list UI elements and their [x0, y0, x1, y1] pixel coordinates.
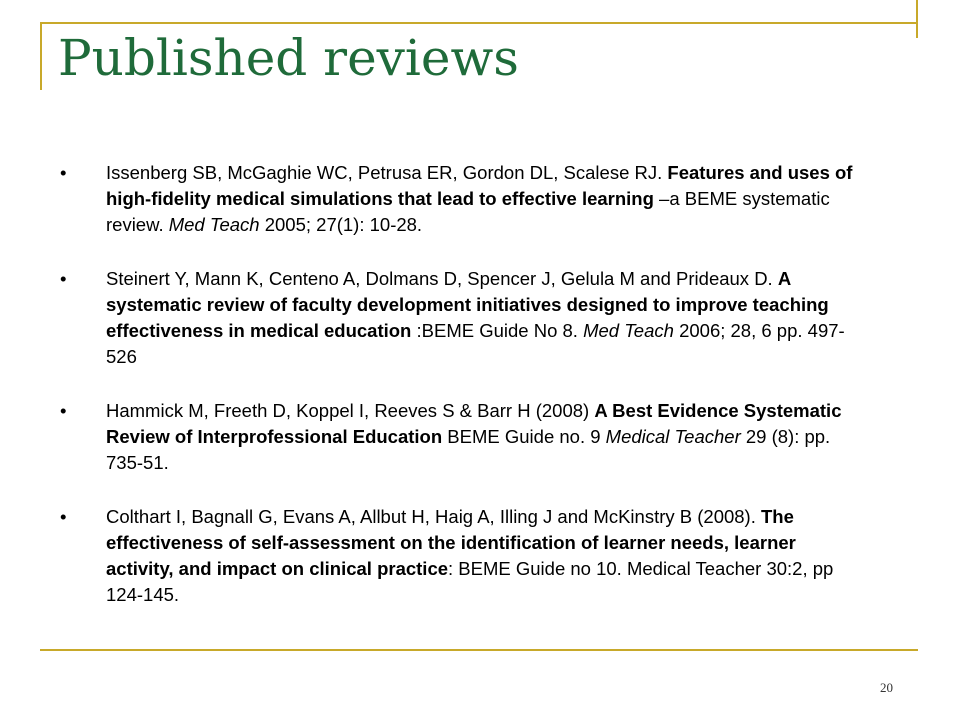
reference-details: 2006; 28, 6 pp. 497-526	[106, 320, 845, 367]
reference-details: 29 (8): pp. 735-51.	[106, 426, 831, 473]
footer-line	[40, 649, 918, 651]
reference-journal: Medical Teacher	[605, 426, 741, 447]
reference-title: The effectiveness of self-assessment on the identification of learner needs, learner activity, and impact on clinical practice	[106, 506, 796, 579]
reference-title: A Best Evidence Systematic Review of Interprofessional Education	[106, 400, 842, 447]
reference-title: A systematic review of faculty development initiatives designed to improve teaching effectiveness in medical education	[106, 268, 829, 341]
reference-title: Features and uses of high-fidelity medical simulations that lead to effective learning	[106, 162, 853, 209]
reference-item-4	[56, 504, 856, 608]
reference-authors: Colthart I, Bagnall G, Evans A, Allbut H, Haig A, Illing J and McKinstry B (2008).	[106, 506, 756, 527]
reference-suffix: :BEME Guide No 8.	[411, 320, 578, 341]
bullet: •	[60, 506, 67, 527]
frame-left-line	[40, 22, 42, 90]
reference-authors: Steinert Y, Mann K, Centeno A, Dolmans D, Spencer J, Gelula M and Prideaux D.	[106, 268, 773, 289]
reference-authors: Hammick M, Freeth D, Koppel I, Reeves S & Barr H (2008)	[106, 400, 590, 421]
reference-suffix: : BEME Guide no 10. Medical Teacher 30:2, pp 124-145.	[106, 558, 834, 605]
reference-item-2	[56, 266, 856, 370]
bullet: •	[60, 162, 67, 183]
frame-top-line	[40, 22, 918, 24]
reference-item-1	[56, 160, 856, 238]
reference-authors: Issenberg SB, McGaghie WC, Petrusa ER, Gordon DL, Scalese RJ.	[106, 162, 663, 183]
bullet: •	[60, 268, 67, 289]
bullet: •	[60, 400, 67, 421]
reference-item-3	[56, 398, 856, 476]
reference-list	[56, 160, 856, 636]
page-number: 20	[880, 680, 893, 695]
reference-suffix: –a BEME systematic review.	[106, 188, 830, 235]
frame-right-line	[916, 0, 918, 38]
reference-details: 2005; 27(1): 10-28.	[259, 214, 423, 235]
slide-title: Published reviews	[58, 29, 519, 87]
reference-suffix: BEME Guide no. 9	[442, 426, 601, 447]
reference-journal: Med Teach	[583, 320, 674, 341]
reference-journal: Med Teach	[168, 214, 260, 235]
